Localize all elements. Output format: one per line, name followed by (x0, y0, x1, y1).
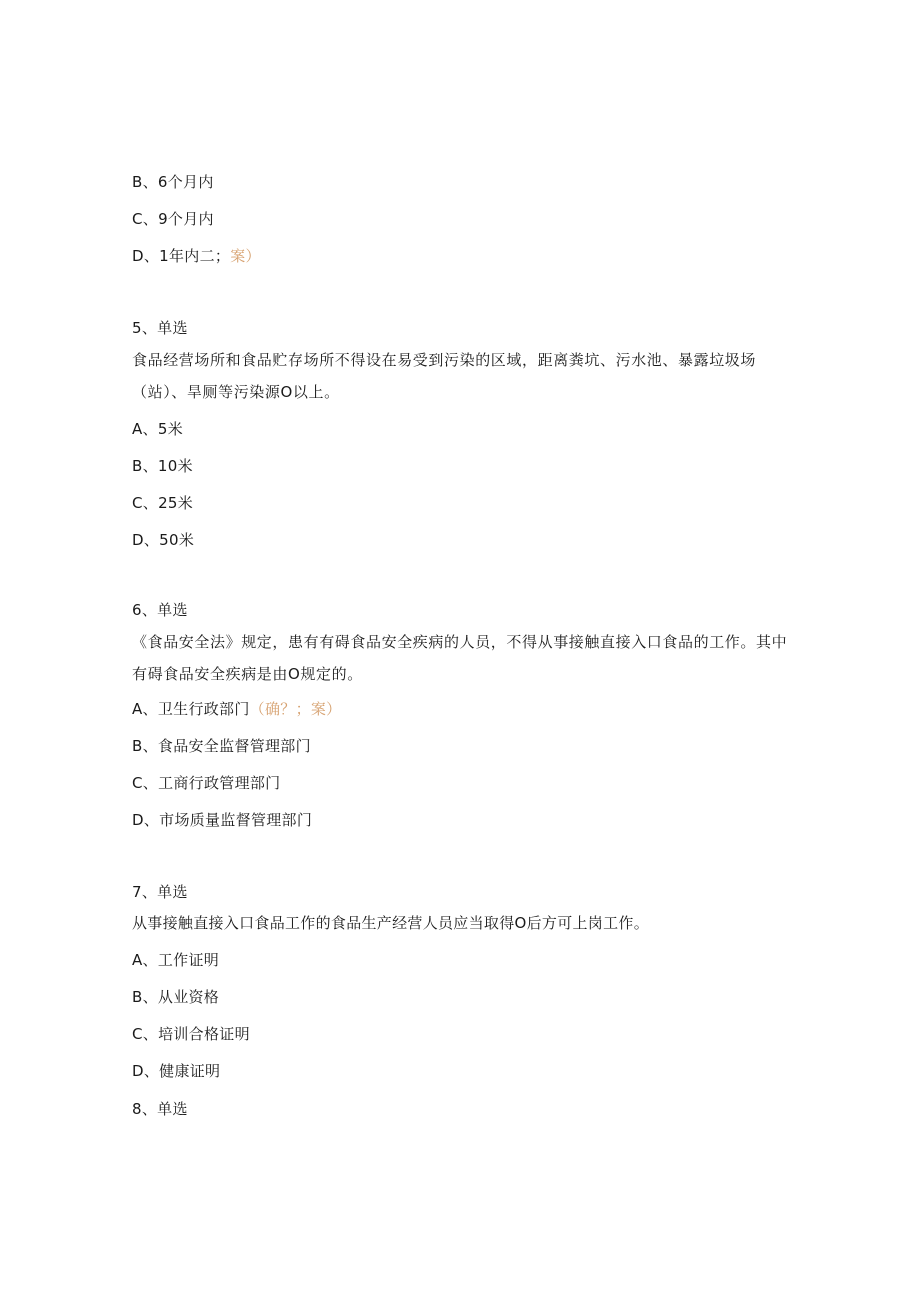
q5-option-a: A、5米 (132, 420, 184, 438)
q6-option-b: B、食品安全监督管理部门 (132, 737, 311, 755)
q4-option-b: B、6个月内 (132, 173, 214, 191)
q7-option-b: B、从业资格 (132, 988, 220, 1006)
q7-header: 7、单选 (132, 883, 188, 901)
q5-stem: 食品经营场所和食品贮存场所不得设在易受到污染的区域，距离粪坑、污水池、暴露垃圾场（站）、旱厕等污染源O以上。 (132, 351, 757, 401)
q8-header: 8、单选 (132, 1100, 188, 1118)
q4-option-c: C、9个月内 (132, 210, 214, 228)
q6-header: 6、单选 (132, 601, 188, 619)
q4-answer-mark: 案） (230, 247, 261, 265)
q4-option-d (132, 245, 261, 267)
q7-option-d: D、健康证明 (132, 1062, 221, 1080)
q5-header: 5、单选 (132, 319, 188, 337)
q6-option-a-text: A、卫生行政部门 (132, 700, 250, 718)
q5-option-b: B、10米 (132, 457, 193, 475)
q6-option-d: D、市场质量监督管理部门 (132, 811, 313, 829)
q7-stem: 从事接触直接入口食品工作的食品生产经营人员应当取得O后方可上岗工作。 (132, 914, 650, 932)
q4-option-d-text: D、1年内二； (132, 247, 231, 265)
q6-option-c: C、工商行政管理部门 (132, 774, 281, 792)
q7-option-a: A、工作证明 (132, 951, 220, 969)
q5-option-c: C、25米 (132, 494, 194, 512)
q7-option-c: C、培训合格证明 (132, 1025, 250, 1043)
q6-option-a (132, 698, 341, 720)
q6-stem: 《食品安全法》规定，患有有碍食品安全疾病的人员，不得从事接触直接入口食品的工作。其中有碍食品安全疾病是由O规定的。 (132, 633, 788, 683)
q6-answer-mark: （确？；案） (249, 700, 342, 718)
q5-option-d: D、50米 (132, 531, 195, 549)
